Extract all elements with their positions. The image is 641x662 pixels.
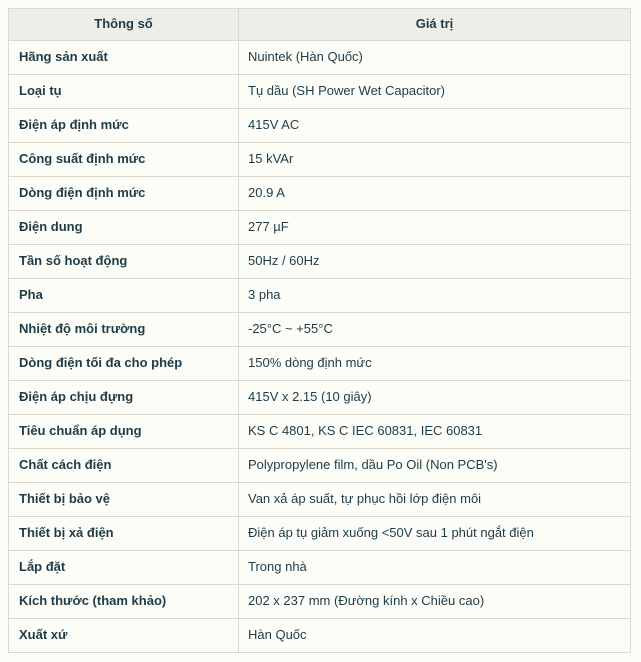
param-cell: Loại tụ [9,75,239,109]
table-row [9,279,631,313]
value-cell: Nuintek (Hàn Quốc) [239,41,631,75]
value-cell: Hàn Quốc [239,619,631,653]
param-cell: Lắp đặt [9,551,239,585]
param-cell: Xuất xứ [9,619,239,653]
value-cell: Điện áp tụ giảm xuống <50V sau 1 phút ngắt điện [239,517,631,551]
param-cell: Nhiệt độ môi trường [9,313,239,347]
param-cell: Hãng sản xuất [9,41,239,75]
param-cell: Tần số hoạt động [9,245,239,279]
table-row [9,483,631,517]
value-cell: KS C 4801, KS C IEC 60831, IEC 60831 [239,415,631,449]
value-cell: 415V x 2.15 (10 giây) [239,381,631,415]
param-cell: Thiết bị bảo vệ [9,483,239,517]
table-row [9,211,631,245]
value-cell: 20.9 A [239,177,631,211]
param-cell: Thiết bị xả điện [9,517,239,551]
param-cell: Kích thước (tham khảo) [9,585,239,619]
param-cell: Điện dung [9,211,239,245]
value-cell: Trong nhà [239,551,631,585]
param-cell: Tiêu chuẩn áp dụng [9,415,239,449]
value-cell: 415V AC [239,109,631,143]
param-cell: Chất cách điện [9,449,239,483]
header-value: Giá trị [239,9,631,41]
table-row [9,177,631,211]
table-row [9,109,631,143]
value-cell: Van xả áp suất, tự phục hồi lớp điện môi [239,483,631,517]
table-header-row [9,9,631,41]
param-cell: Điện áp chịu đựng [9,381,239,415]
value-cell: 202 x 237 mm (Đường kính x Chiều cao) [239,585,631,619]
param-cell: Pha [9,279,239,313]
header-param: Thông số [9,9,239,41]
param-cell: Điện áp định mức [9,109,239,143]
value-cell: Polypropylene film, dầu Po Oil (Non PCB's) [239,449,631,483]
table-row [9,585,631,619]
table-row [9,75,631,109]
value-cell: 150% dòng định mức [239,347,631,381]
table-row [9,313,631,347]
table-row [9,381,631,415]
param-cell: Công suất định mức [9,143,239,177]
param-cell: Dòng điện định mức [9,177,239,211]
table-row [9,551,631,585]
specifications-table [8,8,631,653]
table-row [9,41,631,75]
value-cell: 50Hz / 60Hz [239,245,631,279]
table-row [9,517,631,551]
table-row [9,347,631,381]
param-cell: Dòng điện tối đa cho phép [9,347,239,381]
table-row [9,245,631,279]
value-cell: Tụ dầu (SH Power Wet Capacitor) [239,75,631,109]
table-row [9,449,631,483]
value-cell: -25°C ~ +55°C [239,313,631,347]
table-row [9,415,631,449]
table-row [9,143,631,177]
table-row [9,619,631,653]
value-cell: 15 kVAr [239,143,631,177]
value-cell: 277 µF [239,211,631,245]
value-cell: 3 pha [239,279,631,313]
